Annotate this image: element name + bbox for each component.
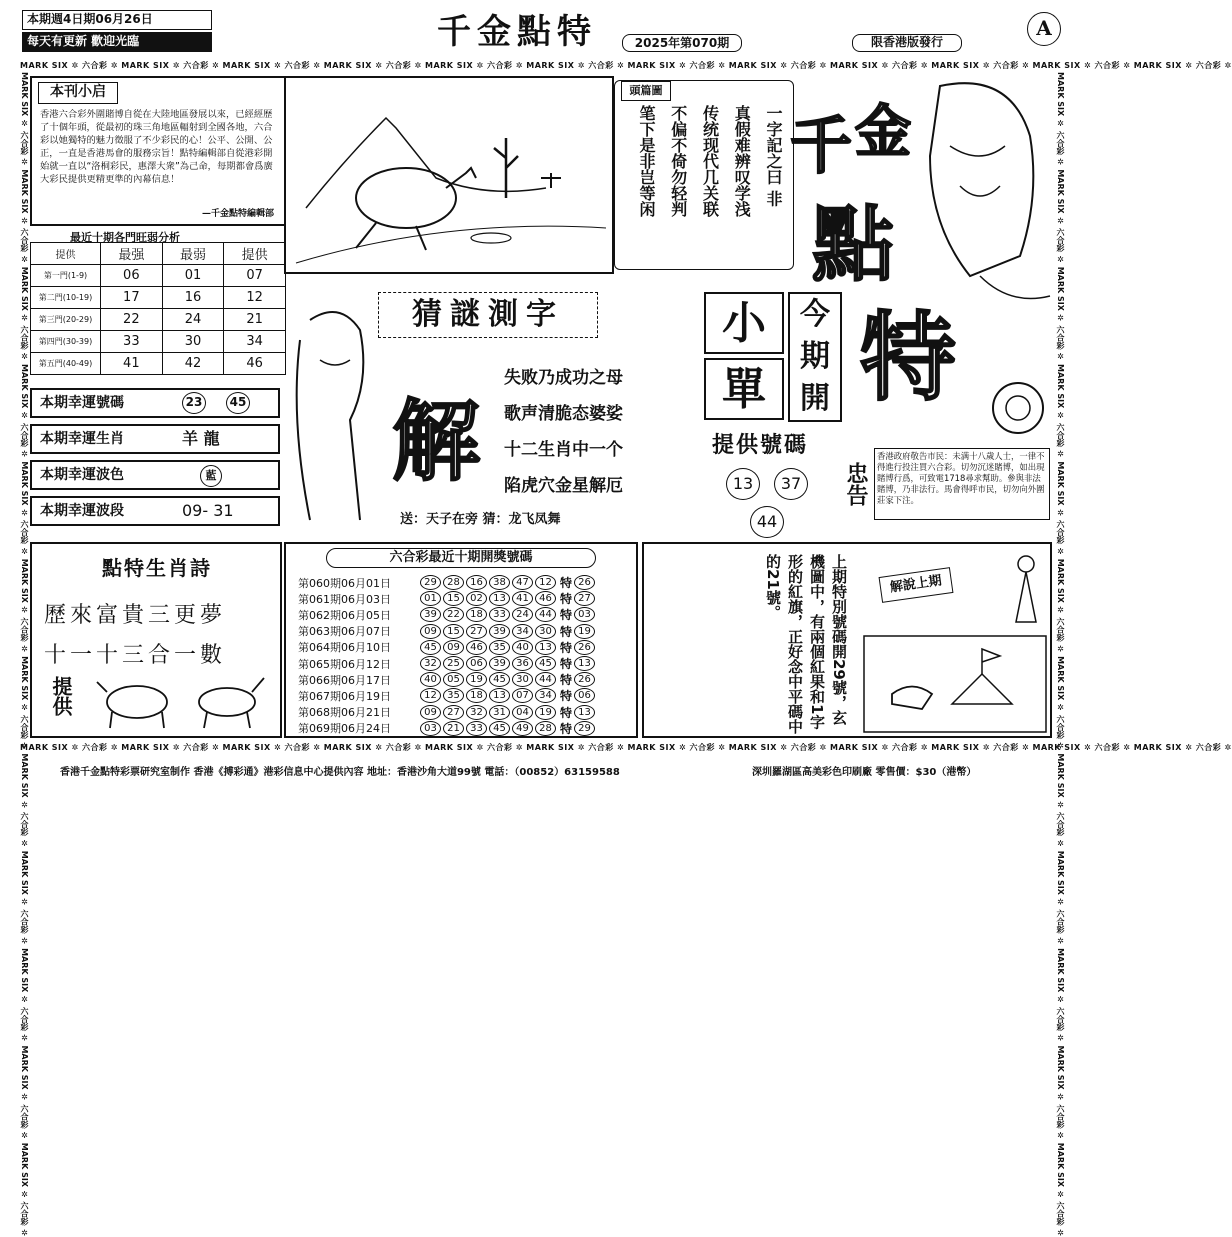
- special-label: 特: [560, 673, 573, 688]
- draw-row: [298, 590, 597, 607]
- header: [22, 10, 1067, 60]
- cell-weak: 42: [162, 353, 224, 375]
- lucky-range-label: 本期幸運波段: [40, 503, 124, 519]
- issue-date-line: 本期週4日期06月26日: [22, 10, 212, 30]
- lucky-number-1: 23: [182, 392, 206, 414]
- draw-row: [298, 704, 597, 721]
- draw-ball: 21: [443, 721, 464, 736]
- draw-ball: 46: [535, 591, 556, 606]
- draw-special-ball: 19: [574, 624, 595, 639]
- draw-ball: 39: [489, 656, 510, 671]
- draw-ball: 09: [420, 624, 441, 639]
- illustration-box: [284, 76, 614, 274]
- sections-table-title: 最近十期各門旺弱分析: [70, 231, 180, 244]
- draw-special-ball: 29: [574, 721, 595, 736]
- draw-ball: 49: [512, 721, 533, 736]
- cell-strong: 33: [101, 331, 163, 353]
- draw-row: [298, 606, 597, 623]
- draw-ball: 18: [466, 688, 487, 703]
- draw-ball: 47: [512, 575, 533, 590]
- riddle-line: 失败乃成功之母: [504, 368, 623, 388]
- draw-issue: 第060期06月01日: [298, 576, 391, 590]
- draw-row: [298, 574, 597, 591]
- draw-ball: 25: [443, 656, 464, 671]
- draw-ball: 39: [489, 624, 510, 639]
- notice-box: [844, 448, 1050, 520]
- table-row: [31, 265, 286, 287]
- bottom-border-strip: MARK SIX ✲ 六合彩 ✲ MARK SIX ✲ 六合彩 ✲ MARK SIX ✲ 六合彩 ✲ MARK SIX ✲ 六合彩 ✲ MARK SIX ✲ 六合彩 ✲ MARK SIX ✲ 六合彩 ✲ MARK SIX ✲ 六合彩 ✲ MARK SIX ✲ 六合彩 ✲ MARK SIX ✲ 六合彩 ✲ MARK SIX ✲ 六合彩 ✲ MARK SIX ✲ 六合彩 ✲ MARK SIX ✲ 六合彩 ✲: [20, 743, 1232, 752]
- lucky-number-box: [30, 388, 280, 418]
- special-label: 特: [560, 689, 573, 704]
- draw-ball: 27: [443, 705, 464, 720]
- kangaroo-illustration: [286, 78, 612, 272]
- title-char: 點: [812, 197, 895, 293]
- notice-side-label: 忠告: [843, 462, 869, 506]
- intro-box: [30, 76, 286, 226]
- draw-row: [298, 687, 597, 704]
- draw-issue: 第066期06月17日: [298, 673, 391, 687]
- table-row: [31, 287, 286, 309]
- boxed-line: 每天有更新 歡迎光臨: [22, 32, 212, 52]
- draw-issue: 第062期06月05日: [298, 608, 391, 622]
- last-period-text: 上期特別號碼開29號，玄機圖中，有兩個紅果和1字形的紅旗，正好念中平碼中的21號。: [764, 554, 848, 734]
- small-draw-caption: 提供號碼: [712, 433, 809, 458]
- title-char: 金: [855, 99, 911, 165]
- lucky-number-label: 本期幸運號碼: [40, 395, 124, 411]
- draw-ball: 04: [512, 705, 533, 720]
- draw-ball: 15: [443, 624, 464, 639]
- last-period-scroll-label: 解說上期: [879, 567, 954, 603]
- draw-ball: 13: [489, 591, 510, 606]
- draw-ball: 45: [489, 721, 510, 736]
- small-draw-char: 期: [800, 339, 830, 374]
- draw-ball: 38: [489, 575, 510, 590]
- draw-ball: 01: [420, 591, 441, 606]
- poem-line: 一字記之曰 非: [764, 105, 783, 207]
- lucky-range-value: 09- 31: [182, 501, 234, 520]
- draw-ball: 07: [512, 688, 533, 703]
- draw-ball: 31: [489, 705, 510, 720]
- table-row: [31, 309, 286, 331]
- title-char: 千: [790, 109, 853, 182]
- woman-portrait-left: [280, 300, 390, 525]
- draw-ball: 28: [443, 575, 464, 590]
- intro-body: 香港六合彩外圍賭博自從在大陸地區發展以來，已經經歷了十個年頭，從最初的珠三角地區輻射到全國各地，六合彩以她獨特的魅力徵服了不少彩民的心！公平、公開、公正，一直是香港馬會的服務宗旨！點特編輯部自從港彩開始就一直以“洛桐彩民，惠澤大衆”為己命，每期都會爲廣大彩民提供更精更準的內幕信息！: [40, 109, 273, 185]
- row-label: 第一門(1-9): [31, 265, 101, 287]
- draw-ball: 32: [420, 656, 441, 671]
- draw-ball: 12: [420, 688, 441, 703]
- lucky-range-box: [30, 496, 280, 526]
- draw-special-ball: 26: [574, 672, 595, 687]
- notice-text: 香港政府敬告市民：未满十八歲人士，一律不得進行投注買六合彩。切勿沉迷賭博，如出現賭博行爲，可致電1718尋求幫助。參與非法賭博，乃非法行。馬會得呼市民，切勿向外圍莊家下注。: [874, 448, 1050, 520]
- draw-issue: 第064期06月10日: [298, 641, 391, 655]
- table-header: 提供: [31, 243, 101, 265]
- lucky-color-box: [30, 460, 280, 490]
- cell-provide: 21: [224, 309, 286, 331]
- table-row: [31, 353, 286, 375]
- draw-ball: 24: [512, 607, 533, 622]
- zodiac-poem-title: 點特生肖詩: [102, 556, 212, 580]
- draw-ball: 40: [420, 672, 441, 687]
- small-draw-char: 單: [704, 358, 784, 420]
- woman-portrait-right: [910, 76, 1050, 316]
- draw-row: [298, 639, 597, 656]
- riddle-footer: 送：天子在旁 猜：龙飞凤舞: [400, 512, 561, 527]
- small-draw-char: 開: [800, 381, 830, 416]
- cell-weak: 01: [162, 265, 224, 287]
- lucky-color-label: 本期幸運波色: [40, 467, 124, 483]
- cell-strong: 22: [101, 309, 163, 331]
- table-row: [31, 331, 286, 353]
- cell-strong: 17: [101, 287, 163, 309]
- cell-provide: 46: [224, 353, 286, 375]
- draw-special-ball: 06: [574, 688, 595, 703]
- draw-ball: 16: [466, 575, 487, 590]
- draw-ball: 35: [489, 640, 510, 655]
- row-label: 第二門(10-19): [31, 287, 101, 309]
- footer-right: 深圳羅湖區高美彩色印刷廠 零售價：$30（港幣）: [752, 767, 977, 778]
- draw-ball: 15: [443, 591, 464, 606]
- special-label: 特: [560, 640, 573, 655]
- table-header: 提供: [224, 243, 286, 265]
- lucky-zodiac-label: 本期幸運生肖: [40, 431, 124, 447]
- poem-line: 不偏不倚勿轻判: [668, 105, 688, 217]
- draw-ball: 45: [420, 640, 441, 655]
- lucky-zodiac-value: 羊 龍: [182, 429, 220, 448]
- draw-ball: 30: [512, 672, 533, 687]
- riddle-line: 歌声清脆态婆娑: [504, 404, 623, 424]
- draw-ball: 30: [535, 624, 556, 639]
- draw-ball: 45: [535, 656, 556, 671]
- draw-issue: 第063期06月07日: [298, 625, 391, 639]
- riddle-lines: [504, 360, 674, 504]
- row-label: 第五門(40-49): [31, 353, 101, 375]
- special-label: 特: [560, 576, 573, 590]
- draw-ball: 34: [535, 688, 556, 703]
- draw-ball: 44: [535, 672, 556, 687]
- recent-draws-box: [284, 542, 638, 738]
- distribution: 限香港版發行: [852, 34, 962, 52]
- draw-ball: 19: [535, 705, 556, 720]
- lucky-number-2: 45: [226, 392, 250, 414]
- draw-special-ball: 26: [574, 575, 595, 590]
- scholar-icon: [1004, 552, 1048, 632]
- draw-ball: 33: [466, 721, 487, 736]
- right-border-strip: MARK SIX ✲ 六合彩 ✲ MARK SIX ✲ 六合彩 ✲ MARK SIX ✲ 六合彩 ✲ MARK SIX ✲ 六合彩 ✲ MARK SIX ✲ 六合彩 ✲ MARK SIX ✲ 六合彩 ✲ MARK SIX ✲ 六合彩 ✲ MARK SIX ✲ 六合彩 ✲ MARK SIX ✲ 六合彩 ✲ MARK SIX ✲ 六合彩 ✲ MARK SIX ✲ 六合彩 ✲ MARK SIX ✲ 六合彩 ✲: [1056, 72, 1065, 1237]
- special-label: 特: [560, 657, 573, 671]
- special-label: 特: [560, 705, 573, 720]
- paper-name: 千金點特: [437, 12, 597, 52]
- special-label: 特: [560, 608, 573, 623]
- riddle-heading: 猜謎測字: [378, 292, 598, 338]
- zodiac-poem-line: 十一十三合一數: [44, 643, 227, 668]
- special-label: 特: [560, 721, 573, 736]
- draw-special-ball: 26: [574, 640, 595, 655]
- draw-ball: 06: [466, 656, 487, 671]
- special-label: 特: [560, 624, 573, 639]
- lucky-zodiac-box: [30, 424, 280, 454]
- cell-strong: 06: [101, 265, 163, 287]
- draw-ball: 09: [420, 705, 441, 720]
- lucky-color-value: 藍: [200, 465, 222, 487]
- draw-ball: 35: [443, 688, 464, 703]
- cell-weak: 16: [162, 287, 224, 309]
- top-border-strip: MARK SIX ✲ 六合彩 ✲ MARK SIX ✲ 六合彩 ✲ MARK SIX ✲ 六合彩 ✲ MARK SIX ✲ 六合彩 ✲ MARK SIX ✲ 六合彩 ✲ MARK SIX ✲ 六合彩 ✲ MARK SIX ✲ 六合彩 ✲ MARK SIX ✲ 六合彩 ✲ MARK SIX ✲ 六合彩 ✲ MARK SIX ✲ 六合彩 ✲ MARK SIX ✲ 六合彩 ✲ MARK SIX ✲ 六合彩 ✲: [20, 61, 1232, 70]
- footer-left: 香港千金點特彩票研究室制作 香港《搏彩通》港彩信息中心提供內容 地址：香港沙角大道99號 電話：（00852）63159588: [60, 767, 620, 778]
- draw-ball: 45: [489, 672, 510, 687]
- row-label: 第四門(30-39): [31, 331, 101, 353]
- special-label: 特: [560, 592, 573, 607]
- small-draw-left: [704, 292, 784, 422]
- cell-provide: 07: [224, 265, 286, 287]
- row-label: 第三門(20-29): [31, 309, 101, 331]
- left-border-strip: MARK SIX ✲ 六合彩 ✲ MARK SIX ✲ 六合彩 ✲ MARK SIX ✲ 六合彩 ✲ MARK SIX ✲ 六合彩 ✲ MARK SIX ✲ 六合彩 ✲ MARK SIX ✲ 六合彩 ✲ MARK SIX ✲ 六合彩 ✲ MARK SIX ✲ 六合彩 ✲ MARK SIX ✲ 六合彩 ✲ MARK SIX ✲ 六合彩 ✲ MARK SIX ✲ 六合彩 ✲ MARK SIX ✲ 六合彩 ✲: [20, 72, 29, 1237]
- draw-issue: 第061期06月03日: [298, 592, 391, 606]
- draw-ball: 13: [535, 640, 556, 655]
- cell-strong: 41: [101, 353, 163, 375]
- draw-issue: 第065期06月12日: [298, 657, 391, 671]
- poem-line: 真假难辨叹学浅: [732, 105, 752, 217]
- draw-ball: 09: [443, 640, 464, 655]
- cell-provide: 12: [224, 287, 286, 309]
- draw-ball: 28: [535, 721, 556, 736]
- draw-ball: 41: [512, 591, 533, 606]
- small-draw-number: 44: [750, 506, 784, 538]
- title-char: 特: [860, 301, 956, 414]
- poem-scroll: [614, 80, 794, 270]
- zodiac-provide-label: 提供: [49, 676, 73, 716]
- intro-title: 本刊小启: [38, 82, 118, 104]
- draw-issue: 第068期06月21日: [298, 706, 391, 720]
- draw-special-ball: 27: [574, 591, 595, 606]
- poem-line: 笔下是非岂等闲: [637, 105, 656, 217]
- cell-provide: 34: [224, 331, 286, 353]
- riddle-line: 十二生肖中一个: [504, 440, 623, 460]
- draw-ball: 12: [535, 575, 556, 590]
- draw-ball: 46: [466, 640, 487, 655]
- draw-ball: 03: [420, 721, 441, 736]
- small-draw-number: 37: [774, 468, 808, 500]
- table-header: 最弱: [162, 243, 224, 265]
- draw-ball: 39: [420, 607, 441, 622]
- zodiac-poem-box: [30, 542, 282, 738]
- cell-weak: 24: [162, 309, 224, 331]
- draw-row: [298, 671, 597, 688]
- draw-ball: 36: [512, 656, 533, 671]
- poem-line: 传统现代几关联: [700, 105, 720, 217]
- poem-tag: 頭篇圖: [621, 81, 671, 101]
- riddle-line: 陷虎穴金星解厄: [504, 476, 623, 496]
- draw-ball: 29: [420, 575, 441, 590]
- draw-ball: 22: [443, 607, 464, 622]
- draw-ball: 18: [466, 607, 487, 622]
- cell-weak: 30: [162, 331, 224, 353]
- draw-ball: 44: [535, 607, 556, 622]
- draw-ball: 05: [443, 672, 464, 687]
- issue-number: 2025年第070期: [622, 34, 742, 52]
- small-draw-number: 13: [726, 468, 760, 500]
- draw-issue: 第067期06月19日: [298, 689, 391, 703]
- last-period-box: [642, 542, 1052, 738]
- small-draw-char: 今: [800, 297, 830, 332]
- sections-table: [30, 242, 286, 375]
- draw-issue: 第069期06月24日: [298, 722, 391, 736]
- small-draw-char: 小: [704, 292, 784, 354]
- page-letter: A: [1027, 12, 1061, 46]
- draw-ball: 33: [489, 607, 510, 622]
- emblem-icon: [990, 380, 1046, 436]
- draw-special-ball: 13: [574, 705, 595, 720]
- riddle-big-char: 解: [392, 389, 481, 493]
- zodiac-poem-line: 歷來富貴三更夢: [44, 603, 227, 628]
- draw-ball: 02: [466, 591, 487, 606]
- small-draw-right: [788, 292, 842, 422]
- draw-row: [298, 720, 597, 737]
- draw-ball: 32: [466, 705, 487, 720]
- goose-hill-flag-illustration: [862, 634, 1048, 734]
- intro-signature: —千金點特編輯部: [201, 209, 274, 219]
- recent-draws-title: 六合彩最近十期開獎號碼: [326, 548, 596, 568]
- draw-ball: 13: [489, 688, 510, 703]
- draw-ball: 40: [512, 640, 533, 655]
- draw-ball: 27: [466, 624, 487, 639]
- draw-special-ball: 13: [574, 656, 595, 671]
- draw-special-ball: 03: [574, 607, 595, 622]
- poem-columns: [635, 105, 785, 265]
- table-header: 最强: [101, 243, 163, 265]
- ox-horse-icon: [92, 672, 272, 732]
- draw-ball: 19: [466, 672, 487, 687]
- draw-row: [298, 623, 597, 640]
- draw-row: [298, 655, 597, 672]
- draw-ball: 34: [512, 624, 533, 639]
